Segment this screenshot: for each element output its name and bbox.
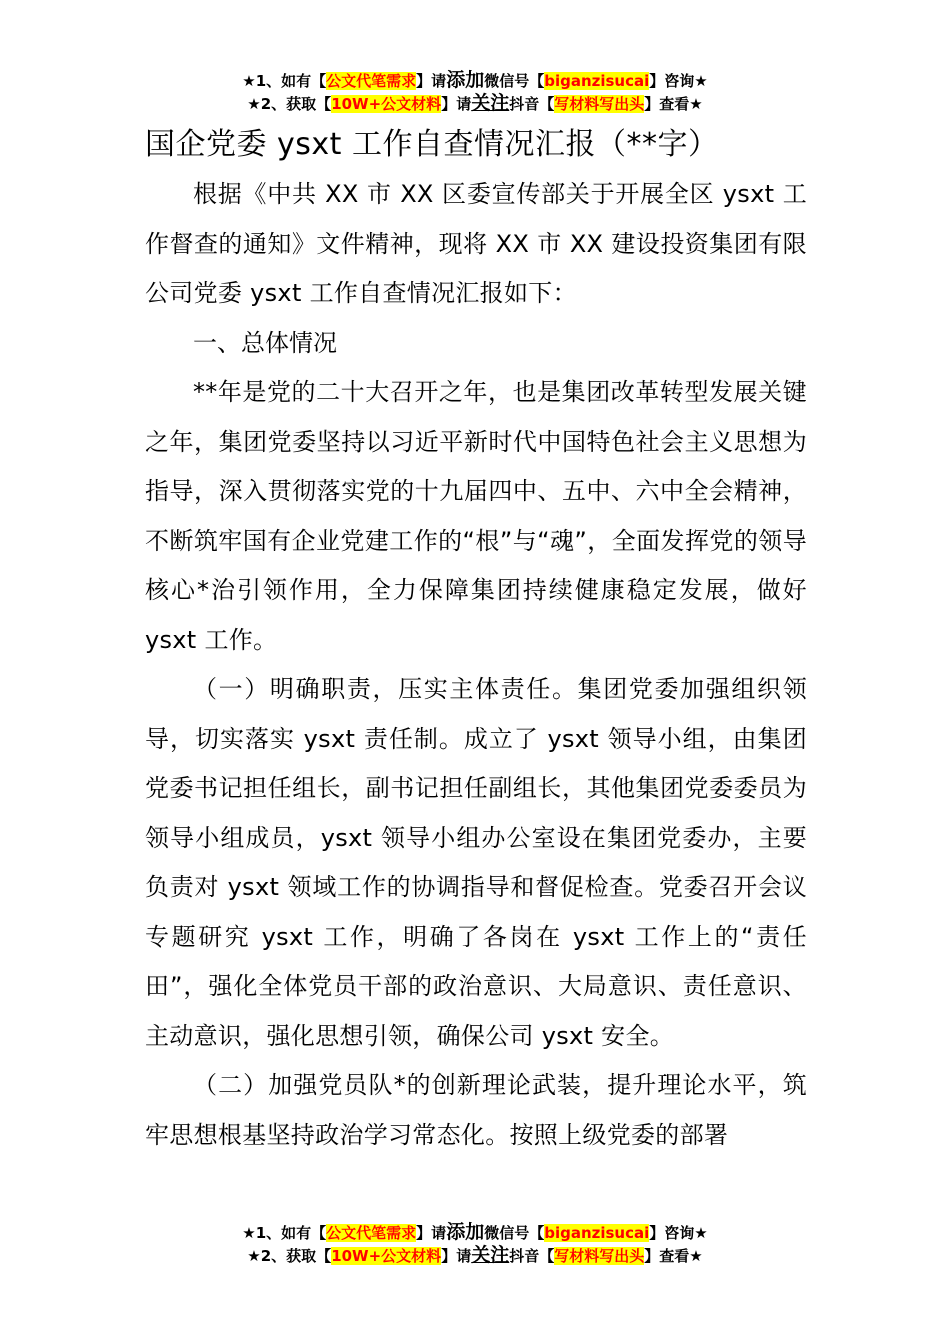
wechat-id: biganzisucai [544, 1224, 650, 1242]
paragraph-theory: （二）加强党员队*的创新理论武装，提升理论水平，筑牢思想根基坚持政治学习常态化。按照上级党委的部署 [145, 1071, 807, 1149]
document-body [145, 120, 807, 1160]
paragraph-overview: **年是党的二十大召开之年，也是集团改革转型发展关键之年，集团党委坚持以习近平新时代中国特色社会主义思想为指导，深入贯彻落实党的十九届四中、五中、六中全会精神，不断筑牢国有企业党建工作的“根”与“魂”，全面发挥党的领导核心*治引领作用，全力保障集团持续健康稳定发展，做好 ysxt 工作。 [145, 378, 807, 654]
top-banner [0, 69, 950, 115]
intro-paragraph: 根据《中共 XX 市 XX 区委宣传部关于开展全区 ysxt 工作督查的通知》文件精神，现将 XX 市 XX 建设投资集团有限公司党委 ysxt 工作自查情况汇报如下： [145, 180, 807, 307]
highlight-tag: 公文代笔需求 [326, 72, 417, 90]
douyin-id: 写材料写出头 [554, 1247, 645, 1265]
banner-line-1: ★1、如有【公文代笔需求】请添加微信号【biganzisucai】咨询★ [242, 1221, 708, 1243]
document-title: 国企党委 ysxt 工作自查情况汇报（**字） [145, 127, 719, 162]
highlight-tag: 公文代笔需求 [326, 1224, 417, 1242]
highlight-tag: 10W+公文材料 [331, 95, 442, 113]
highlight-tag: 10W+公文材料 [331, 1247, 442, 1265]
bottom-banner [0, 1221, 950, 1267]
wechat-id: biganzisucai [544, 72, 650, 90]
banner-line-2: ★2、获取【10W+公文材料】请关注抖音【写材料写出头】查看★ [247, 1244, 703, 1266]
banner-line-2: ★2、获取【10W+公文材料】请关注抖音【写材料写出头】查看★ [247, 92, 703, 114]
douyin-id: 写材料写出头 [554, 95, 645, 113]
banner-line-1: ★1、如有【公文代笔需求】请添加微信号【biganzisucai】咨询★ [242, 69, 708, 91]
section-heading: 一、总体情况 [193, 328, 337, 357]
paragraph-responsibility: （一）明确职责，压实主体责任。集团党委加强组织领导，切实落实 ysxt 责任制。成立了 ysxt 领导小组，由集团党委书记担任组长，副书记担任副组长，其他集团党委委员为领导小组成员，ysxt 领导小组办公室设在集团党委办，主要负责对 ysxt 领域工作的协调指导和督促检查。党委召开会议专题研究 ysxt 工作，明确了各岗在 ysxt 工作上的“责任田”，强化全体党员干部的政治意识、大局意识、责任意识、主动意识，强化思想引领，确保公司 ysxt 安全。 [145, 675, 807, 1050]
